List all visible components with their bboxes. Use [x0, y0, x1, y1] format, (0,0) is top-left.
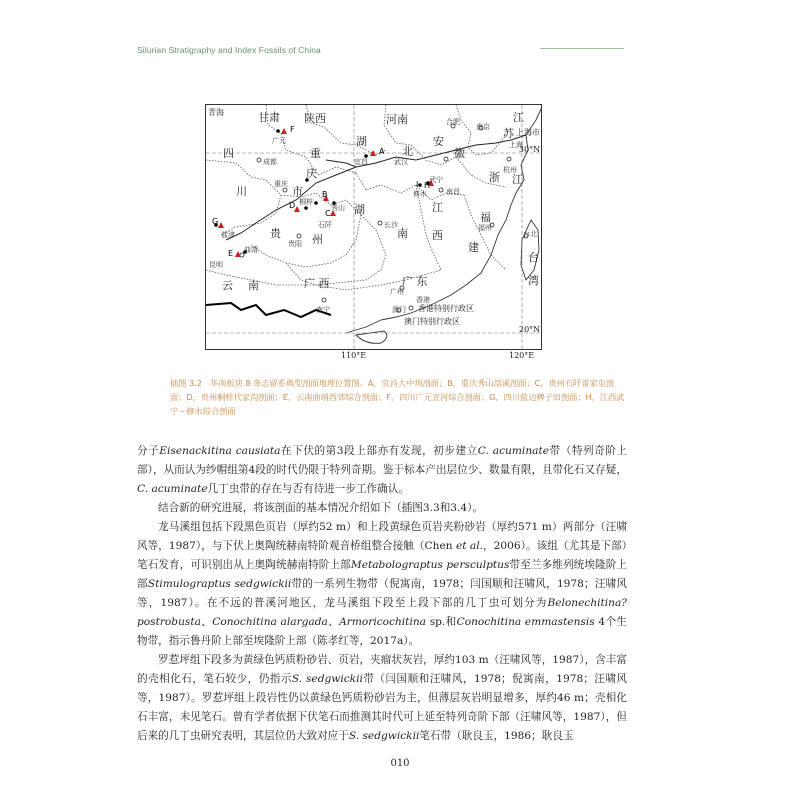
city-yichang: 宜昌	[354, 158, 368, 166]
label-zhejiang-jiang: 江	[512, 173, 523, 186]
city-shanghai: 上海	[509, 141, 523, 149]
city-nanjing: 南京	[476, 123, 490, 131]
label-guangxi: 广 西	[304, 277, 330, 290]
label-guizhou-zhou: 州	[312, 233, 323, 246]
label-jiangxi-jiang: 江	[432, 201, 443, 214]
section-letter-i: I	[416, 180, 419, 189]
city-yanjin: 盐津	[221, 231, 235, 239]
city-nanchang: 南昌	[446, 188, 460, 196]
city-guiyang: 贵阳	[288, 240, 302, 248]
label-shaanxi: 陕西	[304, 112, 326, 125]
label-guizhou-gui: 贵	[270, 227, 281, 240]
city-tongzi: 桐梓	[299, 198, 313, 206]
label-taiwan-tai: 台	[528, 251, 539, 264]
label-hunan-hu: 湖	[354, 203, 365, 216]
label-zhejiang-zhe: 浙	[489, 171, 500, 184]
city-qujing: 曲靖	[244, 246, 258, 254]
label-taiwan-wan: 湾	[528, 274, 539, 287]
label-anhui-hui: 徽	[454, 147, 465, 160]
section-letter-a: A	[379, 147, 385, 156]
city-xiushan: 秀山	[331, 204, 345, 212]
coord-lon120: 120°E	[509, 351, 535, 360]
paragraph-4: 罗惹坪组下段多为黄绿色钙质粉砂岩、页岩，夹瘤状灰岩，厚约103 m（汪啸风等，1987），含丰富的壳相化石，笔石较少，仍指示S. sedgwickii带（闫国顺和汪啸风，1978；倪寓南，1978；汪啸风等，1987）。罗惹坪组上段岩性仍以黄绿色钙质粉砂岩为主，但薄层灰岩明显增多，厚约46 m；壳相化石丰富，未见笔石。曾有学者依据下伏笔石而推测其时代可上延至特列奇阶下部（汪啸风等，1987），但后来的几丁虫研究表明，其层位仍大致对应于S. sedgwickii笔石带（耿良玉，1986；耿良玉	[137, 654, 628, 742]
label-yunnan-yun: 云	[222, 279, 233, 292]
label-anhui-an: 安	[433, 135, 444, 148]
city-hangzhou: 杭州	[503, 166, 517, 174]
section-letter-f: F	[290, 125, 295, 134]
city-wuhan: 武汉	[394, 158, 408, 166]
national-border	[206, 303, 331, 317]
section-marker-f	[281, 128, 287, 134]
label-hubei-hu: 湖	[356, 135, 367, 148]
label-henan: 河南	[386, 113, 408, 126]
city-guangzhou: 广州	[390, 288, 404, 296]
section-letter-h: H	[424, 181, 431, 190]
label-sichuan-si: 四	[223, 147, 234, 160]
label-shanghai: 上海市	[516, 128, 540, 137]
city-guangyuan: 广元	[272, 137, 286, 145]
section-marker-g	[218, 222, 224, 228]
city-shiqian: 石阡	[318, 221, 332, 229]
city-hefei: 合肥	[446, 118, 460, 126]
label-jiangxi-xi: 西	[432, 229, 443, 242]
macau-sar-label: 澳门特别行政区	[404, 317, 460, 326]
city-taibei: 台北	[523, 230, 537, 238]
page-number: 010	[390, 758, 410, 769]
city-wuning: 武宁	[429, 176, 443, 184]
section-letter-d: D	[289, 201, 296, 210]
city-xiushui: 修水	[413, 190, 427, 198]
caption-text: 华南板块 8 条志留系典型剖面地理位置图。A，宜昌大中坝剖面；B，重庆秀山溶溪剖面；C，贵州石阡雷家屯剖面；D，贵州桐梓代家沟剖面；E，云南曲靖西郊综合剖面；F，四川广元宣河综合剖面；G，四川盐边稗子田剖面；H，江西武宁－修水综合剖面	[170, 378, 625, 416]
running-header: Silurian Stratigraphy and Index Fossils of China	[137, 45, 321, 55]
header-rule	[540, 48, 624, 49]
city-changsha: 长沙	[384, 221, 398, 229]
label-chongqing-qing: 庆	[306, 167, 317, 180]
paragraph-1: 分子Eisenackitina causiata在下伏的第3段上部亦有发现，初步建立C. acuminate带（特列奇阶上部），从而认为纱帽组第4段的时代仍限于特列奇期。鉴于标本产出层位少、数量有限，且带化石又存疑，C. acuminate几丁虫带的存在与否有待进一步工作确认。	[137, 445, 627, 495]
city-chengdu: 成都	[263, 158, 277, 166]
label-jiangsu-jiang: 江	[513, 111, 524, 124]
label-guangdong: 广 东	[402, 275, 428, 288]
city-chongqing: 重庆	[274, 180, 288, 188]
label-fujian-fu: 福	[480, 211, 491, 224]
body-text	[137, 442, 627, 746]
label-sichuan-chuan: 川	[236, 185, 247, 198]
figure-caption	[170, 376, 630, 418]
location-map	[205, 104, 542, 350]
city-nanning: 南宁	[316, 306, 330, 314]
section-letter-c: C	[325, 209, 331, 218]
label-gansu: 甘肃	[258, 111, 280, 124]
label-chongqing-zhong: 重	[310, 147, 321, 160]
paragraph-2: 结合新的研究进展，将该剖面的基本情况介绍如下（插图3.3和3.4）。	[158, 502, 484, 514]
label-hubei-bei: 北	[402, 145, 413, 158]
label-chongqing-shi: 市	[292, 185, 303, 198]
section-letter-b: B	[322, 190, 328, 199]
label-jiangsu-su: 苏	[503, 127, 514, 140]
city-kunming: 昆明	[209, 261, 223, 269]
hongkong-sar-label: 香港特别行政区	[418, 304, 474, 313]
city-hongkong: 香港	[416, 296, 430, 304]
section-letter-e: E	[228, 249, 234, 258]
label-fujian-jian: 建	[468, 241, 479, 254]
coord-lat30: 30°N	[519, 145, 541, 154]
coord-lon110: 110°E	[341, 351, 367, 360]
caption-label: 插图 3.2	[170, 378, 202, 388]
label-yunnan-nan: 南	[248, 279, 259, 292]
section-letter-g: G	[212, 217, 219, 226]
label-qinghai: 青海	[208, 108, 224, 117]
city-fuzhou: 福州	[478, 224, 492, 232]
coord-lat20: 20°N	[519, 325, 541, 334]
paragraph-3: 龙马溪组包括下段黑色页岩（厚约52 m）和上段黄绿色页岩夹粉砂岩（厚约571 m）两部分（汪啸风等，1987），与下伏上奥陶统赫南特阶观音桥组整合接触（Chen et al.，2006）。该组（尤其是下部）笔石发育，可识别出从上奥陶统赫南特阶上部Metabolograptus persculptus带至兰多维列统埃隆阶上部Stimulograptus sedgwickii带的一系列生物带（倪寓南，1978；闫国顺和汪啸风，1978；汪啸风等，1987）。在不远的普溪河地区，龙马溪组下段至上段下部的几丁虫可划分为Belonechitina? postrobusta、Conochitina alargada、Armoricochitina sp.和Conochitina emmastensis 4个生物带，指示鲁丹阶上部至埃隆阶上部（陈孝红等，2017a）。	[137, 521, 628, 647]
label-hunan-nan: 南	[397, 227, 408, 240]
city-macau: 澳门	[392, 306, 406, 314]
